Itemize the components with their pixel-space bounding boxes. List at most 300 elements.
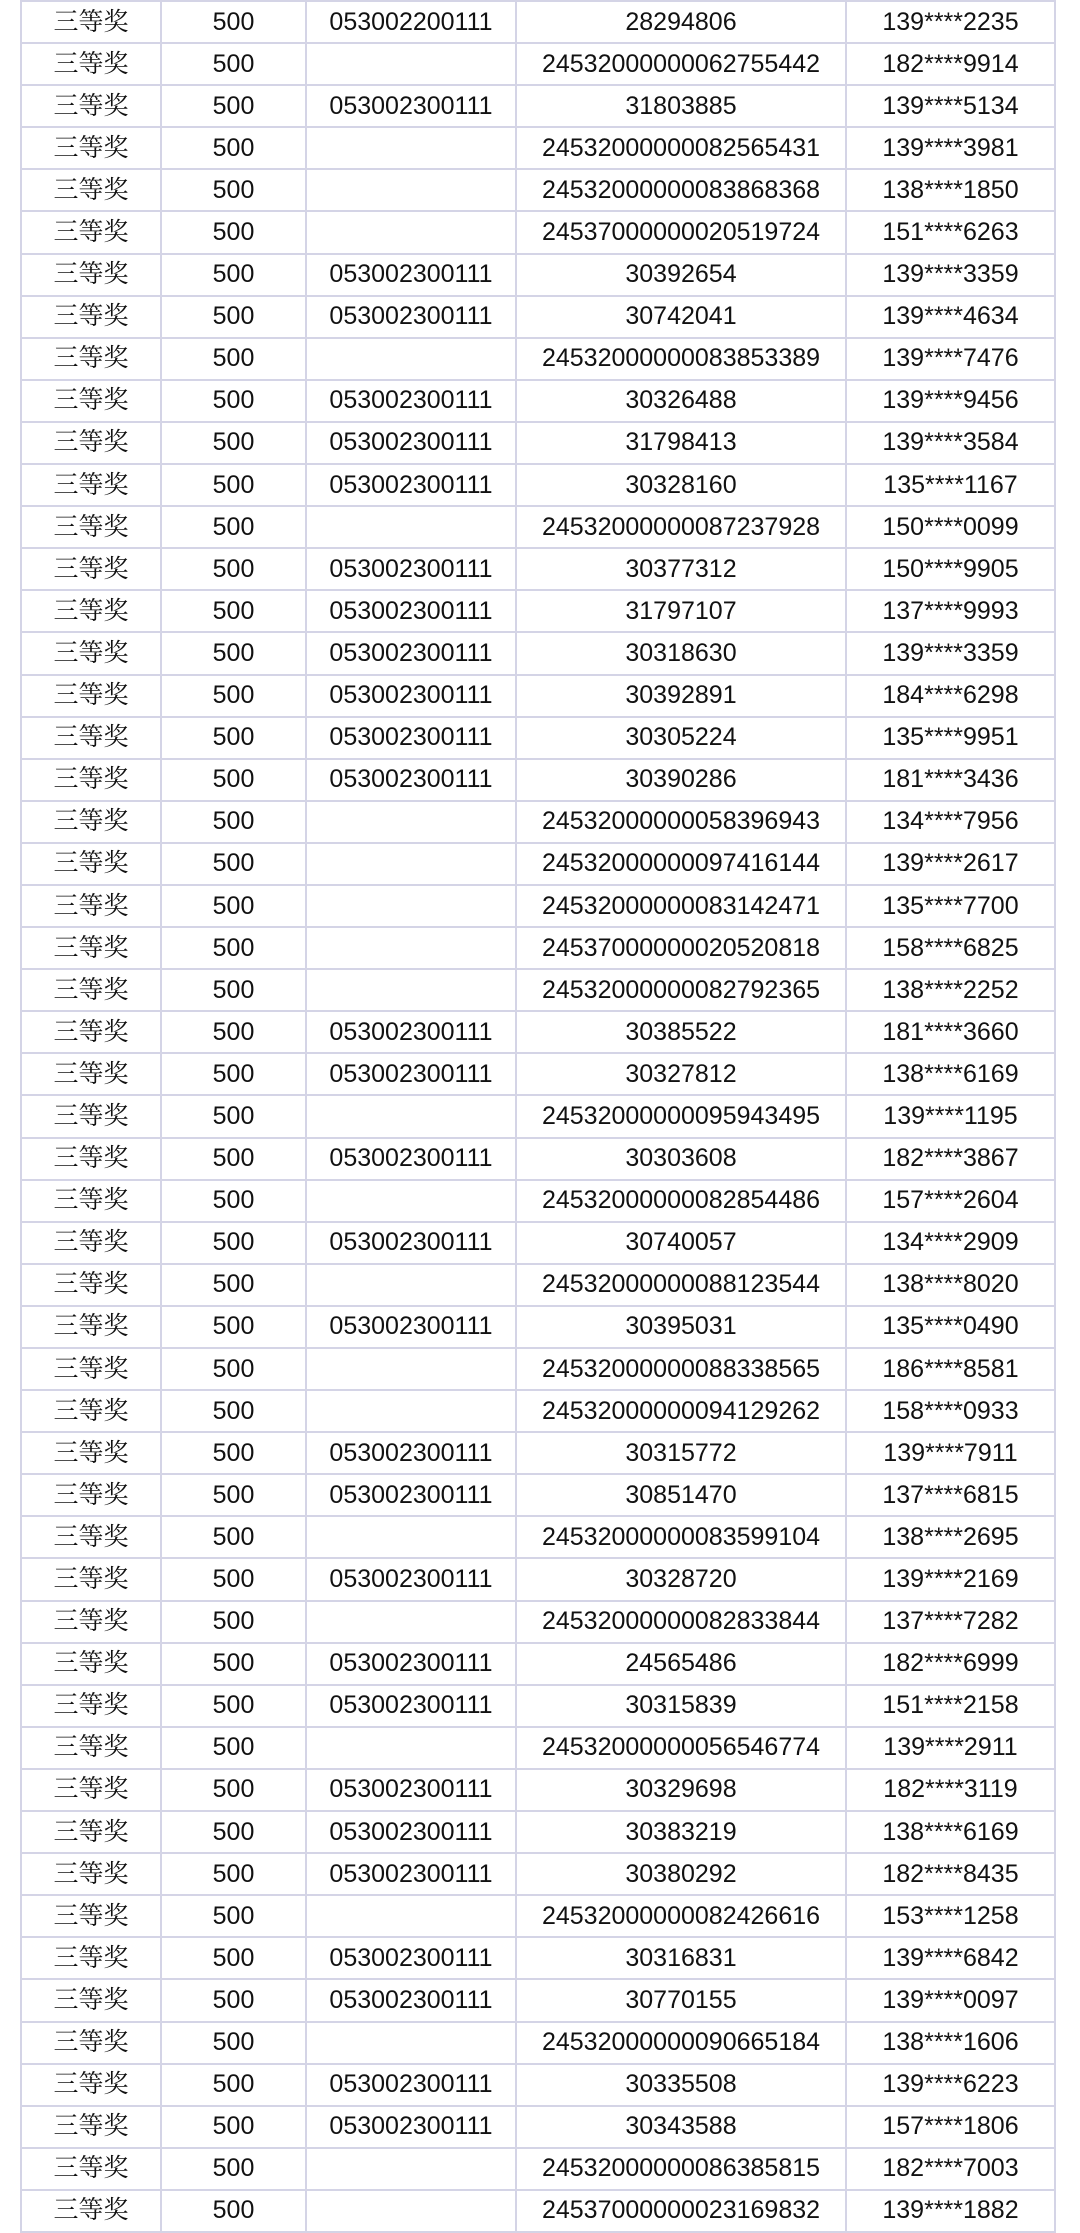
table-row — [21, 1979, 1055, 2021]
order-number-cell: 30742041 — [516, 296, 846, 338]
merchant-code-cell — [306, 885, 516, 927]
prize-amount-cell: 500 — [161, 843, 306, 885]
prize-amount-cell: 500 — [161, 2022, 306, 2064]
phone-number-cell: 138****1850 — [846, 169, 1055, 211]
prize-level-cell: 三等奖 — [21, 759, 161, 801]
merchant-code-cell — [306, 801, 516, 843]
phone-number-cell: 139****3359 — [846, 632, 1055, 674]
prize-level-cell: 三等奖 — [21, 1222, 161, 1264]
phone-number-cell: 182****6999 — [846, 1643, 1055, 1685]
merchant-code-cell — [306, 1348, 516, 1390]
order-number-cell: 30343588 — [516, 2106, 846, 2148]
phone-number-cell: 139****5134 — [846, 85, 1055, 127]
order-number-cell: 30315772 — [516, 1432, 846, 1474]
order-number-cell: 24532000000082833844 — [516, 1601, 846, 1643]
table-row — [21, 2148, 1055, 2190]
table-row — [21, 1390, 1055, 1432]
prize-level-cell: 三等奖 — [21, 1937, 161, 1979]
table-row — [21, 759, 1055, 801]
phone-number-cell: 135****9951 — [846, 717, 1055, 759]
prize-amount-cell: 500 — [161, 1811, 306, 1853]
merchant-code-cell — [306, 169, 516, 211]
table-row — [21, 1727, 1055, 1769]
merchant-code-cell: 053002300111 — [306, 1937, 516, 1979]
prize-amount-cell: 500 — [161, 1138, 306, 1180]
merchant-code-cell: 053002300111 — [306, 85, 516, 127]
prize-amount-cell: 500 — [161, 1685, 306, 1727]
merchant-code-cell — [306, 1895, 516, 1937]
table-row — [21, 969, 1055, 1011]
prize-amount-cell: 500 — [161, 2148, 306, 2190]
table-row — [21, 211, 1055, 253]
merchant-code-cell — [306, 127, 516, 169]
prize-level-cell: 三等奖 — [21, 2022, 161, 2064]
prize-level-cell: 三等奖 — [21, 211, 161, 253]
table-row — [21, 1474, 1055, 1516]
phone-number-cell: 181****3660 — [846, 1011, 1055, 1053]
prize-amount-cell: 500 — [161, 1095, 306, 1137]
prize-amount-cell: 500 — [161, 1727, 306, 1769]
prize-level-cell: 三等奖 — [21, 632, 161, 674]
merchant-code-cell: 053002300111 — [306, 759, 516, 801]
prize-amount-cell: 500 — [161, 1853, 306, 1895]
prize-level-cell: 三等奖 — [21, 1432, 161, 1474]
table-row — [21, 632, 1055, 674]
phone-number-cell: 139****6223 — [846, 2064, 1055, 2106]
merchant-code-cell: 053002300111 — [306, 1474, 516, 1516]
merchant-code-cell — [306, 1390, 516, 1432]
table-row — [21, 127, 1055, 169]
phone-number-cell: 134****7956 — [846, 801, 1055, 843]
order-number-cell: 30329698 — [516, 1769, 846, 1811]
prize-level-cell: 三等奖 — [21, 1979, 161, 2021]
order-number-cell: 24532000000086385815 — [516, 2148, 846, 2190]
order-number-cell: 24565486 — [516, 1643, 846, 1685]
phone-number-cell: 182****9914 — [846, 43, 1055, 85]
prize-level-cell: 三等奖 — [21, 1516, 161, 1558]
order-number-cell: 30392654 — [516, 254, 846, 296]
table-row — [21, 927, 1055, 969]
phone-number-cell: 138****2252 — [846, 969, 1055, 1011]
table-row — [21, 1685, 1055, 1727]
table-row — [21, 2022, 1055, 2064]
phone-number-cell: 184****6298 — [846, 675, 1055, 717]
merchant-code-cell: 053002300111 — [306, 1306, 516, 1348]
order-number-cell: 24532000000083599104 — [516, 1516, 846, 1558]
order-number-cell: 30328720 — [516, 1558, 846, 1600]
phone-number-cell: 139****3584 — [846, 422, 1055, 464]
order-number-cell: 24532000000095943495 — [516, 1095, 846, 1137]
order-number-cell: 24532000000083142471 — [516, 885, 846, 927]
prize-amount-cell: 500 — [161, 506, 306, 548]
order-number-cell: 30303608 — [516, 1138, 846, 1180]
merchant-code-cell: 053002300111 — [306, 2064, 516, 2106]
prize-amount-cell: 500 — [161, 1979, 306, 2021]
prize-level-cell: 三等奖 — [21, 1769, 161, 1811]
prize-amount-cell: 500 — [161, 338, 306, 380]
prize-level-cell: 三等奖 — [21, 380, 161, 422]
prize-amount-cell: 500 — [161, 1937, 306, 1979]
prize-amount-cell: 500 — [161, 43, 306, 85]
merchant-code-cell: 053002300111 — [306, 1643, 516, 1685]
table-row — [21, 1053, 1055, 1095]
merchant-code-cell — [306, 927, 516, 969]
merchant-code-cell — [306, 843, 516, 885]
prize-level-cell: 三等奖 — [21, 1011, 161, 1053]
winners-table — [20, 0, 1056, 2233]
phone-number-cell: 182****7003 — [846, 2148, 1055, 2190]
merchant-code-cell: 053002300111 — [306, 1011, 516, 1053]
order-number-cell: 30315839 — [516, 1685, 846, 1727]
merchant-code-cell — [306, 969, 516, 1011]
prize-amount-cell: 500 — [161, 1895, 306, 1937]
prize-amount-cell: 500 — [161, 1432, 306, 1474]
prize-level-cell: 三等奖 — [21, 338, 161, 380]
table-row — [21, 1348, 1055, 1390]
table-row — [21, 2064, 1055, 2106]
prize-level-cell: 三等奖 — [21, 1180, 161, 1222]
phone-number-cell: 151****2158 — [846, 1685, 1055, 1727]
table-row — [21, 675, 1055, 717]
phone-number-cell: 150****0099 — [846, 506, 1055, 548]
prize-amount-cell: 500 — [161, 1474, 306, 1516]
merchant-code-cell: 053002300111 — [306, 675, 516, 717]
merchant-code-cell — [306, 1516, 516, 1558]
phone-number-cell: 138****8020 — [846, 1264, 1055, 1306]
prize-amount-cell: 500 — [161, 1053, 306, 1095]
prize-level-cell: 三等奖 — [21, 1390, 161, 1432]
order-number-cell: 24532000000058396943 — [516, 801, 846, 843]
merchant-code-cell — [306, 43, 516, 85]
table-row — [21, 1643, 1055, 1685]
merchant-code-cell: 053002300111 — [306, 1053, 516, 1095]
merchant-code-cell: 053002300111 — [306, 590, 516, 632]
prize-amount-cell: 500 — [161, 2064, 306, 2106]
phone-number-cell: 138****1606 — [846, 2022, 1055, 2064]
prize-level-cell: 三等奖 — [21, 843, 161, 885]
merchant-code-cell — [306, 1727, 516, 1769]
table-row — [21, 1601, 1055, 1643]
prize-level-cell: 三等奖 — [21, 1558, 161, 1600]
prize-level-cell: 三等奖 — [21, 1853, 161, 1895]
phone-number-cell: 139****1195 — [846, 1095, 1055, 1137]
prize-level-cell: 三等奖 — [21, 506, 161, 548]
phone-number-cell: 182****8435 — [846, 1853, 1055, 1895]
table-row — [21, 254, 1055, 296]
prize-amount-cell: 500 — [161, 801, 306, 843]
merchant-code-cell: 053002300111 — [306, 548, 516, 590]
phone-number-cell: 139****2911 — [846, 1727, 1055, 1769]
merchant-code-cell: 053002300111 — [306, 422, 516, 464]
phone-number-cell: 138****6169 — [846, 1811, 1055, 1853]
merchant-code-cell — [306, 1601, 516, 1643]
table-row — [21, 548, 1055, 590]
prize-level-cell: 三等奖 — [21, 2106, 161, 2148]
order-number-cell: 30390286 — [516, 759, 846, 801]
prize-amount-cell: 500 — [161, 1306, 306, 1348]
phone-number-cell: 139****7476 — [846, 338, 1055, 380]
merchant-code-cell: 053002300111 — [306, 1222, 516, 1264]
table-row — [21, 1811, 1055, 1853]
order-number-cell: 30385522 — [516, 1011, 846, 1053]
table-row — [21, 885, 1055, 927]
order-number-cell: 30740057 — [516, 1222, 846, 1264]
prize-level-cell: 三等奖 — [21, 2190, 161, 2232]
phone-number-cell: 139****3359 — [846, 254, 1055, 296]
table-row — [21, 1853, 1055, 1895]
phone-number-cell: 157****2604 — [846, 1180, 1055, 1222]
merchant-code-cell: 053002300111 — [306, 296, 516, 338]
prize-level-cell: 三等奖 — [21, 885, 161, 927]
prize-level-cell: 三等奖 — [21, 1643, 161, 1685]
order-number-cell: 30380292 — [516, 1853, 846, 1895]
prize-level-cell: 三等奖 — [21, 801, 161, 843]
merchant-code-cell — [306, 1095, 516, 1137]
table-row — [21, 1516, 1055, 1558]
prize-level-cell: 三等奖 — [21, 1474, 161, 1516]
prize-amount-cell: 500 — [161, 1390, 306, 1432]
table-row — [21, 2190, 1055, 2232]
prize-amount-cell: 500 — [161, 1348, 306, 1390]
merchant-code-cell: 053002300111 — [306, 1769, 516, 1811]
prize-amount-cell: 500 — [161, 85, 306, 127]
prize-amount-cell: 500 — [161, 2106, 306, 2148]
table-row — [21, 506, 1055, 548]
phone-number-cell: 139****9456 — [846, 380, 1055, 422]
order-number-cell: 24532000000062755442 — [516, 43, 846, 85]
merchant-code-cell: 053002300111 — [306, 1853, 516, 1895]
prize-level-cell: 三等奖 — [21, 1348, 161, 1390]
order-number-cell: 31803885 — [516, 85, 846, 127]
phone-number-cell: 138****6169 — [846, 1053, 1055, 1095]
phone-number-cell: 181****3436 — [846, 759, 1055, 801]
order-number-cell: 24532000000094129262 — [516, 1390, 846, 1432]
order-number-cell: 30305224 — [516, 717, 846, 759]
order-number-cell: 30328160 — [516, 464, 846, 506]
prize-amount-cell: 500 — [161, 464, 306, 506]
prize-level-cell: 三等奖 — [21, 422, 161, 464]
merchant-code-cell: 053002300111 — [306, 632, 516, 674]
merchant-code-cell — [306, 506, 516, 548]
order-number-cell: 24532000000090665184 — [516, 2022, 846, 2064]
prize-amount-cell: 500 — [161, 1011, 306, 1053]
order-number-cell: 24537000000020519724 — [516, 211, 846, 253]
merchant-code-cell: 053002300111 — [306, 1138, 516, 1180]
order-number-cell: 31798413 — [516, 422, 846, 464]
phone-number-cell: 139****0097 — [846, 1979, 1055, 2021]
table-row — [21, 1895, 1055, 1937]
prize-level-cell: 三等奖 — [21, 254, 161, 296]
order-number-cell: 31797107 — [516, 590, 846, 632]
prize-amount-cell: 500 — [161, 211, 306, 253]
order-number-cell: 28294806 — [516, 1, 846, 43]
table-row — [21, 1222, 1055, 1264]
table-row — [21, 464, 1055, 506]
phone-number-cell: 139****7911 — [846, 1432, 1055, 1474]
order-number-cell: 24532000000083853389 — [516, 338, 846, 380]
order-number-cell: 24532000000056546774 — [516, 1727, 846, 1769]
phone-number-cell: 139****4634 — [846, 296, 1055, 338]
order-number-cell: 30335508 — [516, 2064, 846, 2106]
merchant-code-cell — [306, 1264, 516, 1306]
order-number-cell: 24532000000083868368 — [516, 169, 846, 211]
prize-level-cell: 三等奖 — [21, 1685, 161, 1727]
phone-number-cell: 153****1258 — [846, 1895, 1055, 1937]
prize-level-cell: 三等奖 — [21, 1, 161, 43]
phone-number-cell: 158****6825 — [846, 927, 1055, 969]
phone-number-cell: 158****0933 — [846, 1390, 1055, 1432]
prize-level-cell: 三等奖 — [21, 675, 161, 717]
prize-level-cell: 三等奖 — [21, 590, 161, 632]
prize-level-cell: 三等奖 — [21, 1811, 161, 1853]
prize-amount-cell: 500 — [161, 1769, 306, 1811]
phone-number-cell: 134****2909 — [846, 1222, 1055, 1264]
prize-amount-cell: 500 — [161, 1, 306, 43]
table-row — [21, 296, 1055, 338]
table-row — [21, 717, 1055, 759]
table-row — [21, 1937, 1055, 1979]
phone-number-cell: 137****6815 — [846, 1474, 1055, 1516]
prize-level-cell: 三等奖 — [21, 1095, 161, 1137]
prize-amount-cell: 500 — [161, 127, 306, 169]
prize-amount-cell: 500 — [161, 2190, 306, 2232]
phone-number-cell: 135****7700 — [846, 885, 1055, 927]
order-number-cell: 30392891 — [516, 675, 846, 717]
prize-level-cell: 三等奖 — [21, 1306, 161, 1348]
winners-table-body — [21, 1, 1055, 2232]
order-number-cell: 24532000000082792365 — [516, 969, 846, 1011]
table-row — [21, 43, 1055, 85]
prize-amount-cell: 500 — [161, 1516, 306, 1558]
prize-amount-cell: 500 — [161, 885, 306, 927]
phone-number-cell: 139****2617 — [846, 843, 1055, 885]
prize-level-cell: 三等奖 — [21, 2064, 161, 2106]
order-number-cell: 24537000000023169832 — [516, 2190, 846, 2232]
prize-level-cell: 三等奖 — [21, 464, 161, 506]
order-number-cell: 30395031 — [516, 1306, 846, 1348]
phone-number-cell: 157****1806 — [846, 2106, 1055, 2148]
prize-amount-cell: 500 — [161, 169, 306, 211]
prize-amount-cell: 500 — [161, 1558, 306, 1600]
prize-level-cell: 三等奖 — [21, 169, 161, 211]
merchant-code-cell: 053002300111 — [306, 380, 516, 422]
prize-amount-cell: 500 — [161, 1180, 306, 1222]
merchant-code-cell — [306, 2148, 516, 2190]
prize-level-cell: 三等奖 — [21, 1264, 161, 1306]
prize-amount-cell: 500 — [161, 296, 306, 338]
phone-number-cell: 182****3867 — [846, 1138, 1055, 1180]
prize-level-cell: 三等奖 — [21, 1053, 161, 1095]
merchant-code-cell: 053002300111 — [306, 254, 516, 296]
table-row — [21, 1011, 1055, 1053]
phone-number-cell: 137****7282 — [846, 1601, 1055, 1643]
table-row — [21, 422, 1055, 464]
table-row — [21, 843, 1055, 885]
order-number-cell: 24532000000088123544 — [516, 1264, 846, 1306]
order-number-cell: 24532000000088338565 — [516, 1348, 846, 1390]
prize-amount-cell: 500 — [161, 717, 306, 759]
phone-number-cell: 139****2235 — [846, 1, 1055, 43]
table-row — [21, 1558, 1055, 1600]
prize-level-cell: 三等奖 — [21, 969, 161, 1011]
prize-amount-cell: 500 — [161, 1222, 306, 1264]
table-row — [21, 1138, 1055, 1180]
table-row — [21, 590, 1055, 632]
order-number-cell: 30318630 — [516, 632, 846, 674]
merchant-code-cell: 053002300111 — [306, 464, 516, 506]
table-row — [21, 2106, 1055, 2148]
prize-amount-cell: 500 — [161, 1601, 306, 1643]
prize-amount-cell: 500 — [161, 927, 306, 969]
prize-amount-cell: 500 — [161, 380, 306, 422]
phone-number-cell: 139****3981 — [846, 127, 1055, 169]
prize-amount-cell: 500 — [161, 759, 306, 801]
prize-amount-cell: 500 — [161, 548, 306, 590]
order-number-cell: 24532000000087237928 — [516, 506, 846, 548]
prize-amount-cell: 500 — [161, 969, 306, 1011]
prize-level-cell: 三等奖 — [21, 548, 161, 590]
order-number-cell: 24532000000082426616 — [516, 1895, 846, 1937]
prize-amount-cell: 500 — [161, 422, 306, 464]
phone-number-cell: 138****2695 — [846, 1516, 1055, 1558]
phone-number-cell: 182****3119 — [846, 1769, 1055, 1811]
prize-level-cell: 三等奖 — [21, 43, 161, 85]
merchant-code-cell: 053002300111 — [306, 1979, 516, 2021]
prize-level-cell: 三等奖 — [21, 1727, 161, 1769]
prize-level-cell: 三等奖 — [21, 717, 161, 759]
prize-level-cell: 三等奖 — [21, 127, 161, 169]
merchant-code-cell: 053002300111 — [306, 1811, 516, 1853]
order-number-cell: 24532000000082854486 — [516, 1180, 846, 1222]
table-row — [21, 1180, 1055, 1222]
phone-number-cell: 139****1882 — [846, 2190, 1055, 2232]
order-number-cell: 30327812 — [516, 1053, 846, 1095]
table-row — [21, 1769, 1055, 1811]
order-number-cell: 30770155 — [516, 1979, 846, 2021]
merchant-code-cell — [306, 2190, 516, 2232]
merchant-code-cell: 053002300111 — [306, 717, 516, 759]
phone-number-cell: 137****9993 — [846, 590, 1055, 632]
phone-number-cell: 135****1167 — [846, 464, 1055, 506]
prize-amount-cell: 500 — [161, 254, 306, 296]
merchant-code-cell — [306, 338, 516, 380]
table-row — [21, 1432, 1055, 1474]
table-row — [21, 338, 1055, 380]
prize-level-cell: 三等奖 — [21, 1138, 161, 1180]
prize-level-cell: 三等奖 — [21, 296, 161, 338]
table-row — [21, 801, 1055, 843]
prize-level-cell: 三等奖 — [21, 927, 161, 969]
prize-amount-cell: 500 — [161, 590, 306, 632]
phone-number-cell: 135****0490 — [846, 1306, 1055, 1348]
merchant-code-cell: 053002300111 — [306, 1558, 516, 1600]
order-number-cell: 24532000000082565431 — [516, 127, 846, 169]
order-number-cell: 30851470 — [516, 1474, 846, 1516]
merchant-code-cell: 053002300111 — [306, 1432, 516, 1474]
merchant-code-cell — [306, 211, 516, 253]
order-number-cell: 24537000000020520818 — [516, 927, 846, 969]
phone-number-cell: 151****6263 — [846, 211, 1055, 253]
merchant-code-cell — [306, 2022, 516, 2064]
prize-level-cell: 三等奖 — [21, 1895, 161, 1937]
prize-level-cell: 三等奖 — [21, 1601, 161, 1643]
prize-amount-cell: 500 — [161, 675, 306, 717]
order-number-cell: 30326488 — [516, 380, 846, 422]
order-number-cell: 30316831 — [516, 1937, 846, 1979]
merchant-code-cell: 053002300111 — [306, 1685, 516, 1727]
prize-level-cell: 三等奖 — [21, 85, 161, 127]
prize-amount-cell: 500 — [161, 1264, 306, 1306]
